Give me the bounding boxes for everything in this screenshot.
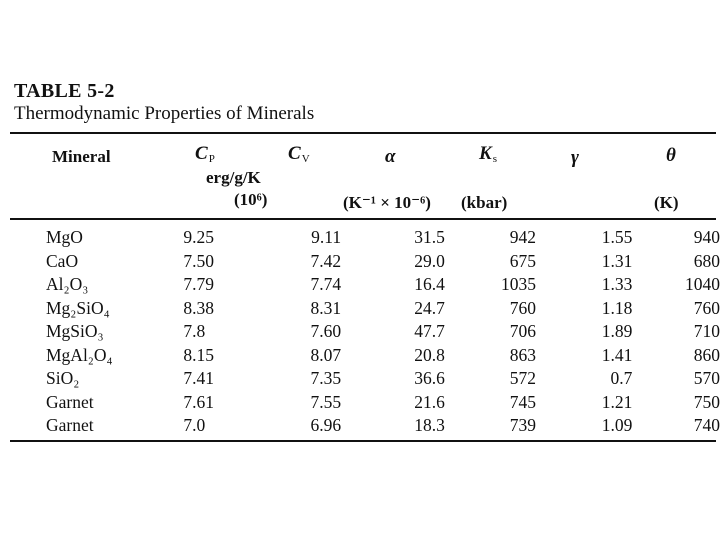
cell-cv: 8.07	[310, 344, 342, 365]
header-c-unit: erg/g/K	[206, 168, 261, 187]
cell-theta: 570	[693, 368, 720, 388]
cell-gamma: 1.09	[601, 415, 633, 435]
cell-cp: 7.79	[183, 274, 214, 294]
header-ks-unit: (kbar)	[461, 193, 508, 212]
table-number: TABLE 5-2	[14, 80, 115, 102]
table-row	[10, 320, 720, 344]
cell-mineral: Mg₂SiO₄	[46, 297, 110, 318]
cell-alpha: 47.7	[414, 321, 445, 341]
table-row	[10, 273, 720, 297]
cell-ks: 760	[509, 297, 537, 318]
header-c-scale: (10⁶)	[234, 190, 268, 209]
cell-gamma: 1.89	[601, 321, 633, 341]
cell-ks: 675	[509, 250, 537, 271]
cell-theta: 740	[693, 415, 720, 435]
cell-gamma: 1.18	[601, 297, 633, 318]
cell-ks: 942	[509, 227, 537, 247]
table-body	[10, 226, 720, 438]
cell-alpha: 18.3	[414, 415, 445, 435]
cell-alpha: 21.6	[414, 391, 445, 412]
table-row	[10, 344, 720, 368]
cell-theta: 940	[693, 227, 720, 247]
cell-alpha: 20.8	[414, 344, 445, 365]
top-rule	[10, 132, 716, 134]
cell-cp: 7.41	[183, 368, 214, 388]
header-cv: $C_V$	[288, 143, 310, 165]
cell-ks: 745	[509, 391, 537, 412]
table-row	[10, 391, 720, 415]
cell-cv: 7.60	[310, 321, 342, 341]
header-rule	[10, 218, 716, 220]
cell-mineral: MgAl₂O₄	[46, 344, 113, 365]
cell-ks: 1035	[501, 274, 537, 294]
cell-gamma: 0.7	[610, 368, 633, 388]
cell-theta: 860	[693, 344, 720, 365]
cell-theta: 680	[693, 250, 720, 271]
cell-alpha: 24.7	[414, 297, 445, 318]
cell-cv: 6.96	[310, 415, 342, 435]
header-alpha: α	[385, 146, 396, 167]
cell-cp: 7.61	[183, 391, 214, 412]
cell-cv: 7.74	[310, 274, 342, 294]
header-theta-unit: (K)	[654, 193, 679, 212]
header-theta: θ	[666, 145, 676, 166]
data-table	[10, 226, 720, 438]
cell-cv: 7.42	[310, 250, 342, 271]
cell-theta: 1040	[685, 274, 720, 294]
cell-mineral: MgSiO₃	[46, 321, 104, 341]
cell-cp: 7.50	[183, 250, 214, 271]
cell-cv: 7.35	[310, 368, 342, 388]
cell-cp: 8.15	[183, 344, 214, 365]
cell-mineral: Garnet	[46, 391, 94, 412]
cell-ks: 572	[509, 368, 537, 388]
cell-cp: 7.0	[183, 415, 206, 435]
cell-cp: 8.38	[183, 297, 214, 318]
cell-ks: 706	[509, 321, 537, 341]
table-caption	[14, 80, 314, 126]
cell-theta: 760	[693, 297, 720, 318]
table-row	[10, 414, 720, 438]
cell-ks: 739	[509, 415, 537, 435]
cell-mineral: MgO	[46, 227, 83, 247]
cell-mineral: Garnet	[46, 415, 94, 435]
cell-theta: 710	[693, 321, 720, 341]
table-row	[10, 250, 720, 274]
cell-gamma: 1.41	[601, 344, 633, 365]
cell-ks: 863	[509, 344, 537, 365]
cell-mineral: Al₂O₃	[46, 274, 89, 294]
cell-cv: 7.55	[310, 391, 342, 412]
table-row	[10, 367, 720, 391]
cell-cp: 7.8	[183, 321, 206, 341]
table-row	[10, 226, 720, 250]
cell-theta: 750	[693, 391, 720, 412]
header-cp: $C_P$	[195, 143, 215, 165]
header-alpha-unit: (K⁻¹ × 10⁻⁶)	[343, 193, 431, 212]
header-gamma: γ	[571, 147, 579, 168]
cell-gamma: 1.55	[601, 227, 633, 247]
cell-alpha: 36.6	[414, 368, 445, 388]
cell-mineral: CaO	[46, 250, 79, 271]
table-row	[10, 297, 720, 321]
header-ks: $K_s$	[479, 143, 497, 165]
cell-gamma: 1.33	[601, 274, 633, 294]
cell-mineral: SiO₂	[46, 368, 80, 388]
header-mineral: Mineral	[52, 147, 111, 166]
cell-cv: 9.11	[311, 227, 342, 247]
cell-cv: 8.31	[310, 297, 342, 318]
cell-alpha: 31.5	[414, 227, 445, 247]
cell-cp: 9.25	[183, 227, 214, 247]
bottom-rule	[10, 440, 716, 442]
table-title: Thermodynamic Properties of Minerals	[14, 103, 315, 124]
cell-alpha: 16.4	[414, 274, 445, 294]
cell-gamma: 1.31	[601, 250, 633, 271]
cell-gamma: 1.21	[601, 391, 633, 412]
cell-alpha: 29.0	[414, 250, 445, 271]
